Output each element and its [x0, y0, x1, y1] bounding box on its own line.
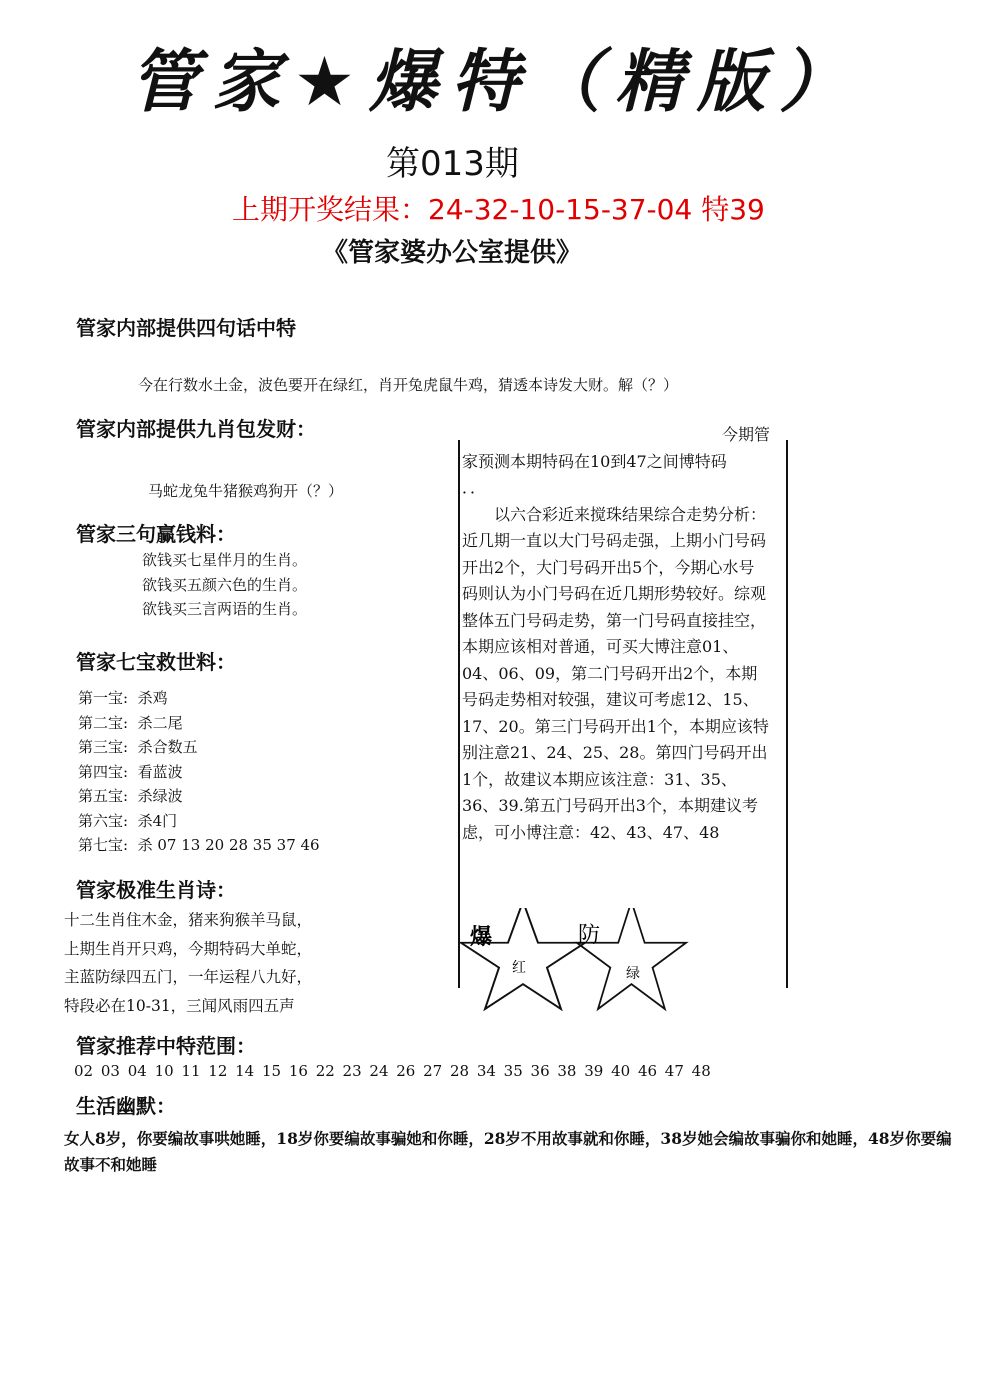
range-heading: 管家推荐中特范围：: [76, 1034, 256, 1058]
treasure-item: 第三宝: 杀合数五: [78, 738, 198, 756]
star-left-inner: 红: [512, 960, 526, 976]
three-lines-heading: 管家三句赢钱料：: [76, 522, 236, 546]
three-line-1: 欲钱买七星伴月的生肖。: [142, 551, 308, 569]
nine-zodiac-text: 马蛇龙兔牛猪猴鸡狗开（？）: [148, 482, 344, 500]
poem-line: 上期生肖开只鸡，今期特码大单蛇，: [64, 939, 313, 958]
poem-heading: 管家极准生肖诗：: [76, 878, 236, 902]
nine-zodiac-heading: 管家内部提供九肖包发财：: [76, 417, 316, 441]
treasure-item: 第六宝: 杀4门: [78, 811, 178, 830]
star-right-inner: 绿: [626, 966, 640, 982]
poem-lines: [64, 906, 312, 1020]
analysis-body: 以六合彩近来搅珠结果综合走势分析：近几期一直以大门号码走强，上期小门号码开出2个，大门号码开出5个，今期心水号码则认为小门号码在近几期形势较好。综观整体五门号码走势，第一门号码直接挂空，本期应该相对普通，可买大博注意01、04、06、09，第二门号码开出2个，本期号码走势相对较强，建议可考虑12、15、17、20。第三门号码开出1个，本期应该特别注意21、24、25、28。第四门号码开出1个，故建议本期应该注意：31、35、36、39.第五门号码开出3个，本期建议考虑，可小博注意：42、43、47、48: [462, 504, 769, 842]
analysis-line1: 家预测本期特码在10到47之间博特码: [462, 451, 727, 471]
left-star-icon: [461, 908, 585, 1009]
poem-line: 特段必在10-31，三闻风雨四五声: [64, 996, 295, 1015]
treasure-item: 第四宝: 看蓝波: [78, 762, 183, 781]
seven-treasures-list: [78, 686, 320, 858]
star-right-label: 防: [578, 923, 601, 948]
range-numbers: 02 03 04 10 11 12 14 15 16 22 23 24 26 27 28 34 35 36 38 39 40 46 47 48: [74, 1062, 711, 1080]
page-title: 管家★爆特（精版）: [130, 43, 861, 122]
stars-figure: [460, 908, 700, 1023]
four-sentence-heading: 管家内部提供四句话中特: [76, 316, 296, 340]
poem-line: 十二生肖住木金，猪来狗猴羊马鼠，: [64, 911, 313, 929]
star-left-label: 爆: [470, 925, 493, 950]
four-sentence-text: 今在行数水土金，波色要开在绿红，肖开兔虎鼠牛鸡，猜透本诗发大财。解（？）: [138, 376, 679, 394]
three-lines-list: [142, 548, 307, 622]
treasure-item: 第七宝: 杀 07 13 20 28 35 37 46: [78, 836, 320, 854]
poem-line: 主蓝防绿四五门，一年运程八九好，: [64, 968, 313, 986]
three-line-3: 欲钱买三言两语的生肖。: [142, 600, 308, 618]
analysis-text: [462, 422, 770, 846]
analysis-lead: 今期管: [721, 425, 770, 444]
issue-number: 第013期: [386, 144, 519, 184]
last-result: 上期开奖结果：24-32-10-15-37-04 特39: [232, 193, 765, 226]
seven-treasures-heading: 管家七宝救世料：: [76, 650, 236, 674]
analysis-line2: ．．: [462, 478, 487, 497]
three-line-2: 欲钱买五颜六色的生肖。: [142, 575, 308, 594]
treasure-item: 第二宝: 杀二尾: [78, 713, 183, 732]
humor-text: 女人8岁，你要编故事哄她睡，18岁你要编故事骗她和你睡，28岁不用故事就和你睡，38岁她会编故事骗你和她睡，48岁你要编故事不和她睡: [64, 1129, 952, 1174]
treasure-item: 第一宝: 杀鸡: [78, 689, 168, 707]
treasure-item: 第五宝: 杀绿波: [78, 787, 183, 805]
humor-heading: 生活幽默：: [76, 1094, 176, 1118]
provider: 《管家婆办公室提供》: [322, 238, 583, 268]
